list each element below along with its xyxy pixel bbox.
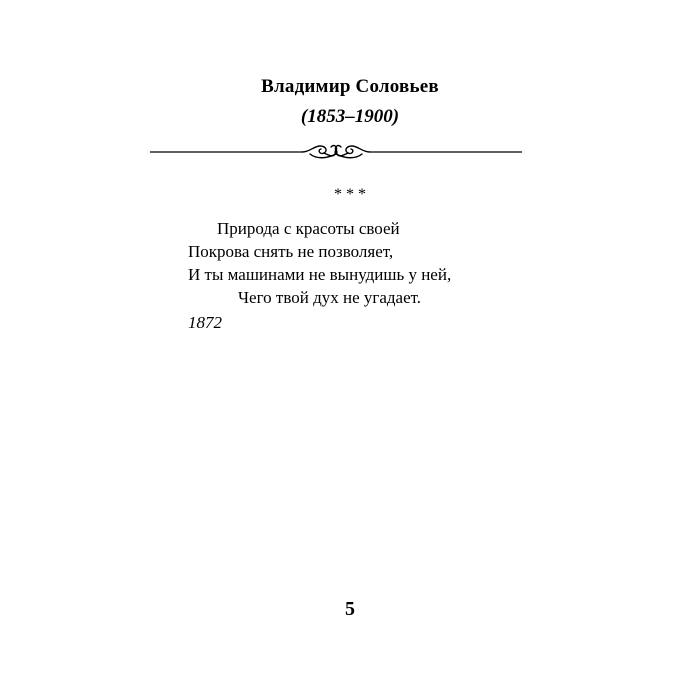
poem-body [150,217,550,309]
poem-line: Чего твой дух не угадает. [238,288,422,307]
author-dates: (1853–1900) [300,106,400,127]
author-name: Владимир Соловьев [261,76,439,97]
poem-line: Покрова снять не позволяет, [188,242,394,261]
poem-line: И ты машинами не вынудишь у ней, [188,265,452,284]
section-asterisks: * * * [334,186,366,203]
flourish-divider-icon [150,140,522,164]
poem-line: Природа с красоты своей [217,219,400,238]
poem-year: 1872 [188,313,222,332]
page-number: 5 [345,598,355,620]
